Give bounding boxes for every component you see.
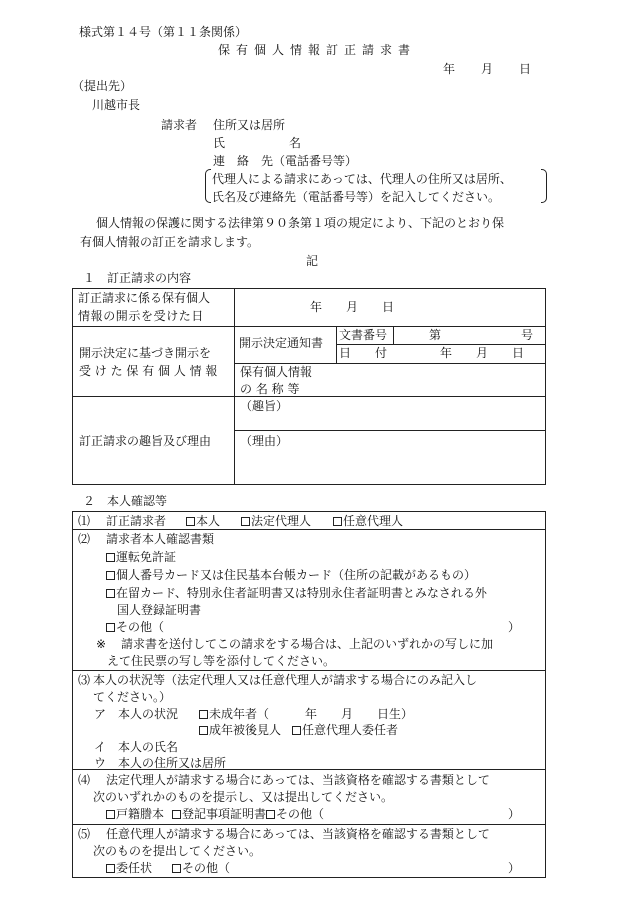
b2-note-line2: えて住民票の写し等を添付してください。	[107, 654, 336, 668]
note-bracket-left	[205, 169, 211, 203]
b2-opt-residence-cont: 国人登録証明書	[117, 603, 202, 617]
requester-name-label-2: 名	[289, 136, 302, 150]
form-number: 様式第１４号（第１１条関係）	[79, 25, 248, 39]
b1-opt-voluntary[interactable]	[333, 515, 403, 527]
requester-address-label: 住所又は居所	[213, 118, 286, 132]
b1-opt-self[interactable]	[186, 515, 220, 527]
b3-a-opt-ward[interactable]	[199, 724, 281, 736]
doc-no-go: 号	[521, 328, 534, 342]
b3-a-opt-minor[interactable]	[199, 708, 413, 720]
checkbox[interactable]	[106, 623, 115, 632]
intro-line1: 個人情報の保護に関する法律第９０条第１項の規定により、下記のとおり保	[96, 216, 505, 230]
date-day-label: 日	[519, 62, 532, 76]
b2-opt-residence[interactable]	[106, 587, 487, 599]
notice-label: 開示決定通知書	[239, 336, 324, 350]
row1-label-1: 訂正請求に係る保有個人	[78, 291, 211, 305]
checkbox[interactable]	[172, 810, 181, 819]
b5-opt-proxy[interactable]	[106, 862, 152, 874]
checkbox[interactable]	[106, 571, 115, 580]
b2-num: ⑵	[78, 532, 91, 546]
checkbox[interactable]	[266, 810, 275, 819]
b2-note-line1: 請求書を送付してこの請求をする場合は、上記のいずれかの写しに加	[121, 637, 494, 651]
b3-a-opt-ward-label: 成年被後見人	[209, 723, 282, 737]
b2-opt-license-label: 運転免許証	[116, 550, 177, 564]
checkbox[interactable]	[292, 726, 301, 735]
checkbox[interactable]	[241, 517, 250, 526]
b2-opt-license[interactable]	[106, 551, 176, 563]
requester-note-line1: 代理人による請求にあっては、代理人の住所又は居所、	[212, 172, 512, 186]
b1-text: 訂正請求者	[106, 514, 167, 528]
b4-opt-other[interactable]	[266, 808, 324, 820]
row3-label: 訂正請求の趣旨及び理由	[79, 434, 212, 448]
b5-text-line2: 次のものを提出してください。	[93, 844, 262, 858]
purpose-label: （趣旨）	[240, 399, 289, 413]
checkbox[interactable]	[199, 726, 208, 735]
note-bracket-right	[541, 169, 547, 203]
b1-opt-legal[interactable]	[241, 515, 311, 527]
b2-opt-residence-label: 在留カード、特別永住者証明書又は特別永住者証明書とみなされる外	[116, 586, 487, 600]
b4-paren-close: ）	[508, 807, 521, 821]
doc-no-label: 文書番号	[339, 328, 388, 342]
doc-no-dai: 第	[429, 328, 442, 342]
checkbox[interactable]	[106, 810, 115, 819]
b3-a-label: ア 本人の状況	[94, 707, 179, 721]
b5-text-line1: 任意代理人が請求する場合にあっては、当該資格を確認する書類として	[106, 827, 490, 841]
b3-text-line1: 本人の状況等（法定代理人又は任意代理人が請求する場合にのみ記入し	[93, 673, 478, 687]
b2-opt-mynumber[interactable]	[106, 569, 476, 581]
row1-date: 年 月 日	[310, 300, 395, 314]
b5-num: ⑸	[78, 827, 91, 841]
b4-text-line2: 次のいずれかのものを提示し、又は提出してください。	[93, 790, 394, 804]
b4-opt-koseki[interactable]	[106, 808, 164, 820]
b3-a-opt-delegator-label: 任意代理人委任者	[302, 723, 399, 737]
b1-opt-legal-label: 法定代理人	[251, 514, 312, 528]
intro-line2: 有個人情報の訂正を請求します。	[80, 235, 260, 249]
submit-to: 川越市長	[92, 98, 141, 112]
b4-opt-registry-label: 登記事項証明書	[182, 807, 267, 821]
b5-opt-other[interactable]	[172, 862, 230, 874]
requester-note-line2: 氏名及び連絡先（電話番号等）を記入してください。	[212, 190, 501, 204]
b2-opt-other-label: その他（	[116, 620, 165, 634]
section2-heading: ２ 本人確認等	[83, 494, 168, 508]
requester-name-label-1: 氏	[213, 136, 226, 150]
b1-num: ⑴	[78, 514, 91, 528]
checkbox[interactable]	[333, 517, 342, 526]
b4-opt-other-label: その他（	[276, 807, 325, 821]
b2-opt-other[interactable]	[106, 621, 164, 633]
checkbox[interactable]	[186, 517, 195, 526]
notice-date-value: 年 月 日	[440, 346, 525, 360]
requester-contact-label: 連 絡 先（電話番号等）	[213, 154, 358, 168]
b3-num: ⑶	[78, 673, 91, 687]
notice-date-label: 日 付	[339, 346, 388, 360]
row1-label-2: 情報の開示を受けた日	[78, 309, 205, 323]
requester-label: 請求者	[161, 118, 198, 132]
submit-to-label: （提出先）	[72, 79, 133, 93]
b2-note-mark: ※	[96, 637, 107, 651]
b2-title: 請求者本人確認書類	[106, 532, 215, 546]
b3-i-label: イ 本人の氏名	[94, 740, 179, 754]
page-title: 保有個人情報訂正請求書	[218, 43, 417, 57]
section1-heading: １ 訂正請求の内容	[83, 271, 192, 285]
checkbox[interactable]	[106, 589, 115, 598]
b4-text-line1: 法定代理人が請求する場合にあっては、当該資格を確認する書類として	[106, 773, 490, 787]
b2-paren-close: ）	[508, 620, 521, 634]
date-year-label: 年	[443, 62, 456, 76]
b1-opt-voluntary-label: 任意代理人	[343, 514, 404, 528]
b3-a-opt-minor-label: 未成年者（ 年 月 日生）	[209, 707, 414, 721]
b5-opt-other-label: その他（	[182, 861, 231, 875]
b3-text-line2: てください。）	[93, 690, 172, 704]
row2-label-1: 開示決定に基づき開示を	[79, 346, 212, 360]
checkbox[interactable]	[199, 710, 208, 719]
checkbox[interactable]	[106, 553, 115, 562]
ki-label: 記	[306, 254, 319, 268]
checkbox[interactable]	[106, 864, 115, 873]
b5-paren-close: ）	[508, 861, 521, 875]
b4-opt-registry[interactable]	[172, 808, 266, 820]
b2-opt-mynumber-label: 個人番号カード又は住民基本台帳カード（住所の記載があるもの）	[116, 568, 477, 582]
date-month-label: 月	[481, 62, 494, 76]
checkbox[interactable]	[172, 864, 181, 873]
b4-opt-koseki-label: 戸籍謄本	[116, 807, 165, 821]
b4-num: ⑷	[78, 773, 91, 787]
b3-a-opt-delegator[interactable]	[292, 724, 398, 736]
row2-label-2: 受けた保有個人情報	[79, 364, 222, 378]
b5-opt-proxy-label: 委任状	[116, 861, 153, 875]
b1-opt-self-label: 本人	[196, 514, 221, 528]
reason-label: （理由）	[240, 434, 289, 448]
b3-u-label: ウ 本人の住所又は居所	[94, 756, 227, 770]
info-name-label-1: 保有個人情報	[240, 365, 313, 379]
info-name-label-2: の 名 称 等	[240, 382, 300, 396]
